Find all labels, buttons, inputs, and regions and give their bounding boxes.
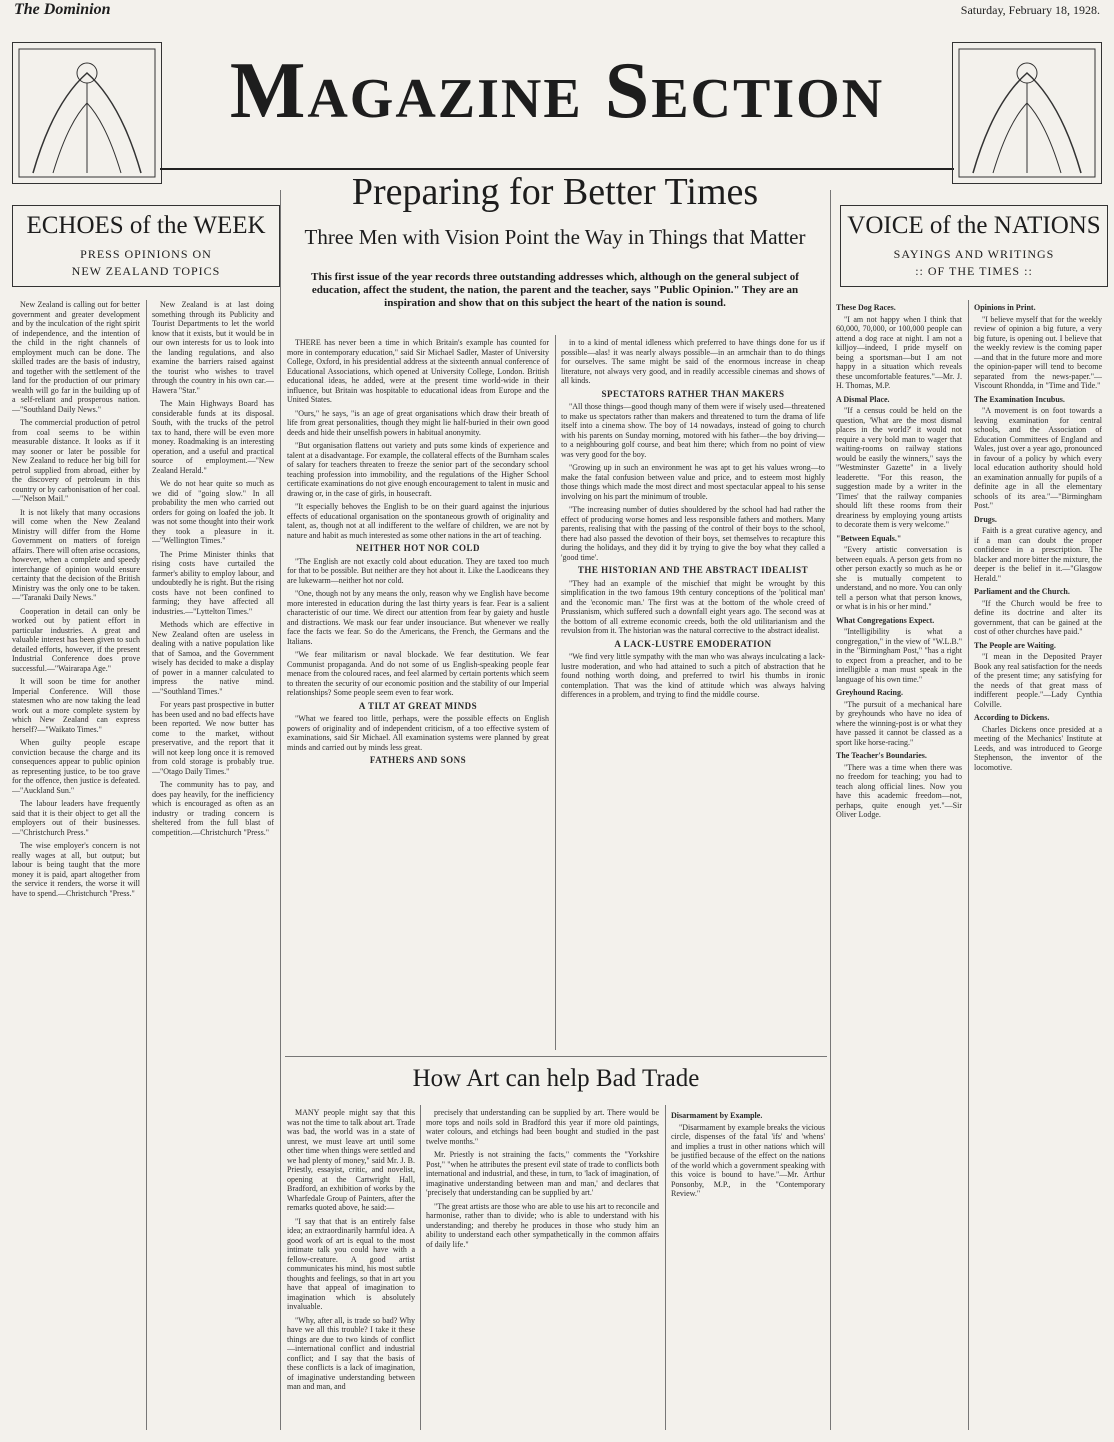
- voice-paragraph: Faith is a great curative agency, and if a man can doubt the proper confidence in a prescription. The blacker and more bitter the mixture, the deeper is the belief in it.—"Glasgow Herald.": [974, 526, 1102, 583]
- echoes-header-box: [12, 205, 280, 287]
- voice-paragraph: "If a census could be held on the question, 'What are the most dismal places in the world?' it would not require a very bold man to wager that waiting-rooms on railway stations would be easily the winners," says the "Westminster Gazette" in a lively leaderette. "For this reason, the suggestion made by a writer in the 'Times' that the railway companies should lift these rooms from their dreariness by employing young artists to decorate them is very welcome.": [836, 406, 962, 529]
- issue-date: Saturday, February 18, 1928.: [960, 3, 1100, 17]
- feature-subheading: A LACK-LUSTRE EMODERATION: [614, 638, 772, 649]
- voice-item-heading: The Examination Incubus.: [974, 394, 1065, 404]
- echoes-title: ECHOES of the WEEK: [26, 212, 266, 239]
- voice-paragraph: "A movement is on foot towards a leaving examination for central schools, and the Association of Education Committees of England and Wales, just over a year ago, pronounced in favour of a policy by which every local education authority should hold an examination annually for pupils of a definite age in all the elementary schools of its area."—"Birmingham Post.": [974, 406, 1102, 510]
- art-paragraph: Mr. Priestly is not straining the facts," comments the "Yorkshire Post," "when he attributes the present evil state of trade to conflicts both international and industrial, and these, in turn, to 'lack of imagination, of imaginative understanding between man and man,' and declares that 'precisely that understanding can be supplied by art.': [426, 1150, 659, 1197]
- voice-item-heading: What Congregations Expect.: [836, 615, 935, 625]
- voice-item-heading: According to Dickens.: [974, 713, 1050, 722]
- section-banner: [0, 18, 1114, 188]
- voice-item-heading: "Between Equals.": [836, 533, 902, 543]
- voice-item-heading: Drugs.: [974, 514, 997, 524]
- column-rule: [968, 300, 969, 1430]
- voice-item-heading: These Dog Races.: [836, 303, 896, 312]
- art-nouveau-ornament-right-icon: [952, 42, 1102, 184]
- voice-header-box: [840, 205, 1108, 287]
- feature-subheading: SPECTATORS RATHER THAN MAKERS: [601, 388, 785, 399]
- art-paragraph: "The great artists are those who are able to use his art to reconcile and harmonise, rather than to divide; who is able to understand with his understanding; and thereby he produces in those who study him an ability to understand each other sympathetically in the common affairs of daily life.": [426, 1201, 659, 1249]
- voice-paragraph: "Every artistic conversation is between equals. A person gets from no other person exactly so much as he or she is mutually competent to understand, and no more. You can only tell a person what that person knows, or what is in his or her mind.": [836, 545, 962, 611]
- feature-paragraph: "What we feared too little, perhaps, were the possible effects on English powers of originality and of independent criticism, of a too effective system of examinations, said Sir Michael. All examination systems were planned by great minds and carried out by minds less great.: [287, 714, 549, 752]
- echoes-paragraph: When guilty people escape conviction because the charge and its consequences appear to public opinion as representing justice, to be too grave for the offence, then justice is defeated.—"Auckland Sun.": [12, 738, 140, 795]
- voice-item-heading: Greyhound Racing.: [836, 688, 903, 697]
- voice-paragraph: "If the Church would be free to define its doctrine and alter its government, that can be gained at the cost of other churches have paid.": [974, 598, 1102, 636]
- voice-column-2: [974, 300, 1102, 1430]
- feature-subheading: FATHERS AND SONS: [369, 755, 467, 765]
- feature-paragraph: "They had an example of the mischief that might be wrought by this simplification in the two famous 19th century conceptions of the 'political man' and the 'economic man.' The first was at the bottom of the whole creed of Prussianism, which suffered such a downfall eight years ago. The second was at the bottom of all extreme economic creeds, both the old utilitarianism and the revulsion from it. The historian was the natural corrective to the abstract idealist.: [561, 578, 825, 635]
- art-column-2: [426, 1108, 659, 1430]
- feature-subheading: A TILT AT GREAT MINDS: [358, 700, 478, 711]
- voice-paragraph: "I mean in the Deposited Prayer Book any real satisfaction for the needs of the present time; any satisfying for the needs of that great mass of indifferent people."—Lady Cynthia Colville.: [974, 652, 1102, 709]
- echoes-paragraph: The Main Highways Board has considerable funds at its disposal. South, with the trucks of the petrol tax to hand, there will be even more money. Roadmaking is an interesting operation, and a useful and practical source of employment.—"New Zealand Herald.": [152, 399, 274, 475]
- echoes-paragraph: New Zealand is at last doing something through its Publicity and Tourist Departments to let the world know that it exists, but it would be in our own interests for us to look into the landing regulations, and also examine the barriers raised against the tourist who wishes to travel through the country in his own car.—Hawera "Star.": [152, 300, 274, 395]
- voice-item-heading: Parliament and the Church.: [974, 587, 1070, 596]
- feature-paragraph: THERE has never been a time in which Britain's example has counted for more in contemporary education," said Sir Michael Sadler, Master of University College, Oxford, in his presidential address at the sixteenth annual conference of Educational Associations, which opened at University College, London. British educational ideas, he added, were at the present time world-wide in their influence, but Britain was hospitable to educational ideas from Europe and the United States.: [287, 338, 549, 404]
- echoes-paragraph: The Prime Minister thinks that rising costs have curtailed the farmer's ability to employ labour, and undoubtedly he is right. But the rising costs have not been confined to farming; they have affected all industries.—"Lyttelton Times.": [152, 549, 274, 616]
- voice-item-heading: Opinions in Print.: [974, 303, 1036, 312]
- echoes-paragraph: The commercial production of petrol from coal seems to be within measurable distance. It looks as if it may sooner or later be possible for New Zealand to reduce her big bill for petrol supplied from abroad, either by the discovery of petroleum in this country or by carbonisation of her coal.—"Nelson Mail.": [12, 418, 140, 503]
- feature-paragraph: "But organisation flattens out variety and puts some kinds of experience and talent at a disadvantage. For example, the collateral effects of the Burnham scales of salary for teachers threaten to freeze the senior part of the secondary school teaching profession into immobility, and the regulations of the Higher School certificate examinations do not give enough encouragement to talent in music and drawing or, in the case of girls, in housecraft.: [287, 441, 549, 498]
- art-paragraph: "Why, after all, is trade so bad? Why have we all this trouble? I take it these things are due to two kinds of conflict—international conflict and industrial conflict; and I say that the basis of these conflicts is a lack of imagination, of imaginative understanding between man and man, and: [287, 1315, 415, 1391]
- section-divider: [285, 1056, 827, 1057]
- voice-title: VOICE of the NATIONS: [847, 212, 1101, 239]
- voice-column-1: [836, 300, 962, 1430]
- voice-paragraph: "I am not happy when I think that 60,000, 70,000, or 100,000 people can attend a dog race at night. I am not a killjoy—indeed, I pride myself on being a sportsman—but I am not happy in a situation which reveals these uncomfortable features."—Mr. J. H. Thomas, M.P.: [836, 314, 962, 390]
- voice-paragraph: "I believe myself that for the weekly review of opinion a big future, a very big future, is opening out. I believe that the weekly review is the coming paper—and that in the future more and more the opinion-paper will tend to become separated from the news-paper."—Viscount Rhondda, in "Time and Tide.": [974, 314, 1102, 390]
- echoes-column-2: [152, 300, 274, 1430]
- feature-paragraph: "Ours," he says, "is an age of great organisations which draw their breath of life from great personalities, though they might lie half-buried in their own good deeds and hide their unselfish powers in habitual anonymity.: [287, 408, 549, 437]
- art-nouveau-ornament-left-icon: [12, 42, 162, 184]
- echoes-subtitle-2: NEW ZEALAND TOPICS: [71, 264, 221, 278]
- echoes-paragraph: For years past prospective in butter has been used and no bad effects have been reported. We now butter has come to the market, without preservative, and the report that it will not keep long once it is removed from cold storage is probably true.—"Otago Daily Times.": [152, 700, 274, 776]
- feature-paragraph: in to a kind of mental idleness which preferred to have things done for us if possible—alas! it was nearly always possible—in an armchair than to do things for ourselves. The same might be said of the enormous increase in cheap literature, not always very good, and in readily accessible cinemas and shows of all kinds.: [561, 338, 825, 385]
- echoes-subtitle-1: PRESS OPINIONS ON: [80, 247, 212, 261]
- art-paragraph: "I say that that is an entirely false idea; an extraordinarily harmful idea. A good work of art is equal to the most intimate talk you could have with a fellow-creature. A good artist communicates his mind, his most subtle thoughts and feelings, so that in art you have that appeal of imagination to imagination which is absolutely invaluable.: [287, 1216, 415, 1311]
- feature-paragraph: "The English are not exactly cold about education. They are taxed too much for that to be possible. But neither are they hot about it. Like the Laodiceans they are lukewarm—neither hot nor cold.: [287, 556, 549, 585]
- echoes-paragraph: The wise employer's concern is not really wages at all, but output; but labour is being taught that the more money it is paid, apart altogether from the service it renders, the worse it will have to spend.—Christchurch "Press.": [12, 841, 140, 898]
- art-column-3: [671, 1108, 825, 1430]
- feature-paragraph: "We find very little sympathy with the man who was always inculcating a lack-lustre moderation, and who had attained to such a pitch of abstraction that he found nothing worth doing, and preferred to twirl his thumbs in ironic contemplation. That was the kind of attitude which was always halving differences in a problem, and trying to find the middle course.: [561, 652, 825, 699]
- echoes-paragraph: The community has to pay, and does pay heavily, for the inefficiency which is encouraged as often as an industry or trading concern is sheltered from the full blast of competition.—Christchurch "Press.": [152, 780, 274, 837]
- voice-item-heading: A Dismal Place.: [836, 394, 890, 404]
- column-rule: [555, 335, 556, 1050]
- echoes-paragraph: It will soon be time for another Imperial Conference. Will those statesmen who are now taking the lead work out a more complete system by which New Zealand can express herself?—"Waikato Times.": [12, 677, 140, 734]
- feature-paragraph: "All those things—good though many of them were if wisely used—threatened to make us spectators rather than makers and threatened to turn the drama of life itself into a cinema show. The boy of 14 nowadays, instead of going to church with his parents on Sunday morning, motored with his father—the boy driving—to a neighbouring golf course, and beat him there; which from no point of view was very good for the boy.: [561, 402, 825, 459]
- art-column-1: [287, 1108, 415, 1430]
- voice-subtitle-2: :: OF THE TIMES ::: [915, 264, 1033, 278]
- column-rule: [146, 300, 147, 1430]
- feature-paragraph: "One, though not by any means the only, reason why we English have become more interested in education during the last thirty years is fear. Fear is a salient characteristic of our time. We direct our attention from fear by gaiety and hustle and distractions. We mask our fear under insouciance. But whenever we really face the facts we fear. So do the Americans, the French, the Germans and the Italians.: [287, 589, 549, 646]
- voice-item-heading: The Teacher's Boundaries.: [836, 751, 927, 760]
- echoes-paragraph: Cooperation in detail can only be worked out by patient effort in particular industries. A great and valuable interest has been given to such detailed efforts, however, if the present Industrial Conference does prove successful.—"Wairarapa Age.": [12, 606, 140, 673]
- feature-intro: This first issue of the year records three outstanding addresses which, although on the general subject of education, affect the student, the nation, the parent and the teacher, says "Public Opinion." They are an inspiration and show that on this subject the heart of the nation is sound.: [311, 271, 799, 309]
- masthead-bar: [0, 0, 1114, 20]
- voice-paragraph: Charles Dickens once presided at a meeting of the Mechanics' Institute at Leeds, and was introduced to George Stephenson, the inventor of the locomotive.: [974, 724, 1102, 772]
- section-title: Magazine Section: [229, 47, 885, 135]
- feature-paragraph: "It especially behoves the English to be on their guard against the injurious effects of educational organisation on the spontaneous growth of originality and talent, as, though not at all indifferent to the welfare of children, we are not by nature and habit as much interested as some other nations in the art of teaching.: [287, 502, 549, 540]
- feature-paragraph: "Growing up in such an environment he was apt to get his values wrong—to make the fatal confusion between value and price, and to esteem most highly those things which made the most direct and most spectacular appeal to his sense involving on his part the minimum of trouble.: [561, 463, 825, 501]
- voice-subtitle-1: SAYINGS AND WRITINGS: [893, 247, 1055, 261]
- column-rule: [420, 1105, 421, 1430]
- feature-column-b: [561, 338, 825, 1050]
- column-rule: [665, 1105, 666, 1430]
- echoes-paragraph: It is not likely that many occasions will come when the New Zealand Ministry will differ from the Home Government on matters of foreign affairs. There will often arise occasions, however, when a complete and speedy interchange of opinion would ensure certainty that the decision of the British Ministry was the only one to be taken.—"Taranaki Daily News.": [12, 507, 140, 602]
- echoes-paragraph: Methods which are effective in New Zealand often are useless in dealing with a native population like that of Samoa, and the Government wisely has decided to make a display of power in a manner calculated to impress the native mind.—"Southland Times.": [152, 620, 274, 696]
- feature-paragraph: "We fear militarism or naval blockade. We fear destitution. We fear Communist propaganda. And do not some of us English-speaking people fear menace from the coloured races, and feel alarmed by certain portents which seem to threaten the security of our economic position and the stability of our Imperial relationships? Some people seem even to fear work.: [287, 650, 549, 697]
- column-rule: [280, 190, 281, 1430]
- feature-subheading: NEITHER HOT NOR COLD: [355, 543, 481, 553]
- column-rule: [830, 190, 831, 1430]
- echoes-paragraph: We do not hear quite so much as we did of "going slow." In all probability the men who carried out orders for going on loafed the job. It was not some thought into their work they took a pleasure in it.—"Wellington Times.": [152, 479, 274, 545]
- art-paragraph: precisely that understanding can be supplied by art. There would be more tops and noils sold in Bradford this year if more old paintings, water colours, and etchings had been bought and studied in the past twelve months.": [426, 1108, 659, 1146]
- echoes-paragraph: The labour leaders have frequently said that it is their object to get all the employers out of their businesses.—"Christchurch Press.": [12, 799, 140, 837]
- art-article-headline: How Art can help Bad Trade: [412, 1065, 700, 1092]
- feature-paragraph: "The increasing number of duties shouldered by the school had had rather the effect of producing worse homes and less responsible fathers and mothers. Many parents, realising that with the passing of the control of their boys to the school, there had also passed the devotion of their boys, set themselves to recapture this during the holidays, and they did it by trying to give the boy what they called a 'good time'.: [561, 505, 825, 562]
- voice-item-heading: The People are Waiting.: [974, 640, 1056, 650]
- voice-paragraph: "The pursuit of a mechanical hare by greyhounds who have no idea of where the winning-post is or what they have passed it cannot be classed as a sport like horse-racing.": [836, 699, 962, 747]
- echoes-column-1: [12, 300, 140, 1430]
- feature-subheading: THE HISTORIAN AND THE ABSTRACT IDEALIST: [577, 565, 809, 575]
- echoes-paragraph: New Zealand is calling out for better government and greater development and by the inculcation of the right spirit of independence, and the intention of the child in the right channels of employment much can be done. The skilled trades are the basis of industry, and together with the settlement of the land for the production of our primary wealth will go far in the building up of a self-reliant and prosperous nation.—"Southland Daily News.": [12, 300, 140, 414]
- art-item-heading: Disarmament by Example.: [671, 1111, 763, 1120]
- art-paragraph: MANY people might say that this was not the time to talk about art. Trade was bad, the world was in a state of unrest, we must leave art until some other time when things were settled and we had plenty of money," said Mr. J. B. Priestly, essayist, critic, and novelist, opening at the Cartwright Hall, Bradford, an exhibition of works by the Wharfedale Group of Painters, after the remarks quoted above, he said:—: [287, 1108, 415, 1212]
- feature-column-a: [287, 338, 549, 1050]
- newspaper-masthead: The Dominion: [14, 1, 111, 18]
- art-paragraph: "Disarmament by example breaks the vicious circle, dispenses of the fatal 'ifs' and 'whens' and implies a trust in other nations which will be justified because of the effect on the nations of the world which a government speaking with this voice is bound to have."—Mr. Arthur Ponsonby, M.P., in the "Contemporary Review.": [671, 1122, 825, 1198]
- voice-paragraph: "Intelligibility is what a congregation," in the view of "W.L.B." in the "Birmingham Post," "has a right to expect from a preacher, and to be intelligible a man must speak in the language of his own time.": [836, 627, 962, 684]
- voice-paragraph: "There was a time when there was no freedom for teaching; you had to teach along official lines. Now you have this academic freedom—not, perhaps, quite enough yet."—Sir Oliver Lodge.: [836, 762, 962, 819]
- feature-headline: Preparing for Better Times: [351, 171, 759, 213]
- feature-subheadline: Three Men with Vision Point the Way in Things that Matter: [304, 225, 806, 249]
